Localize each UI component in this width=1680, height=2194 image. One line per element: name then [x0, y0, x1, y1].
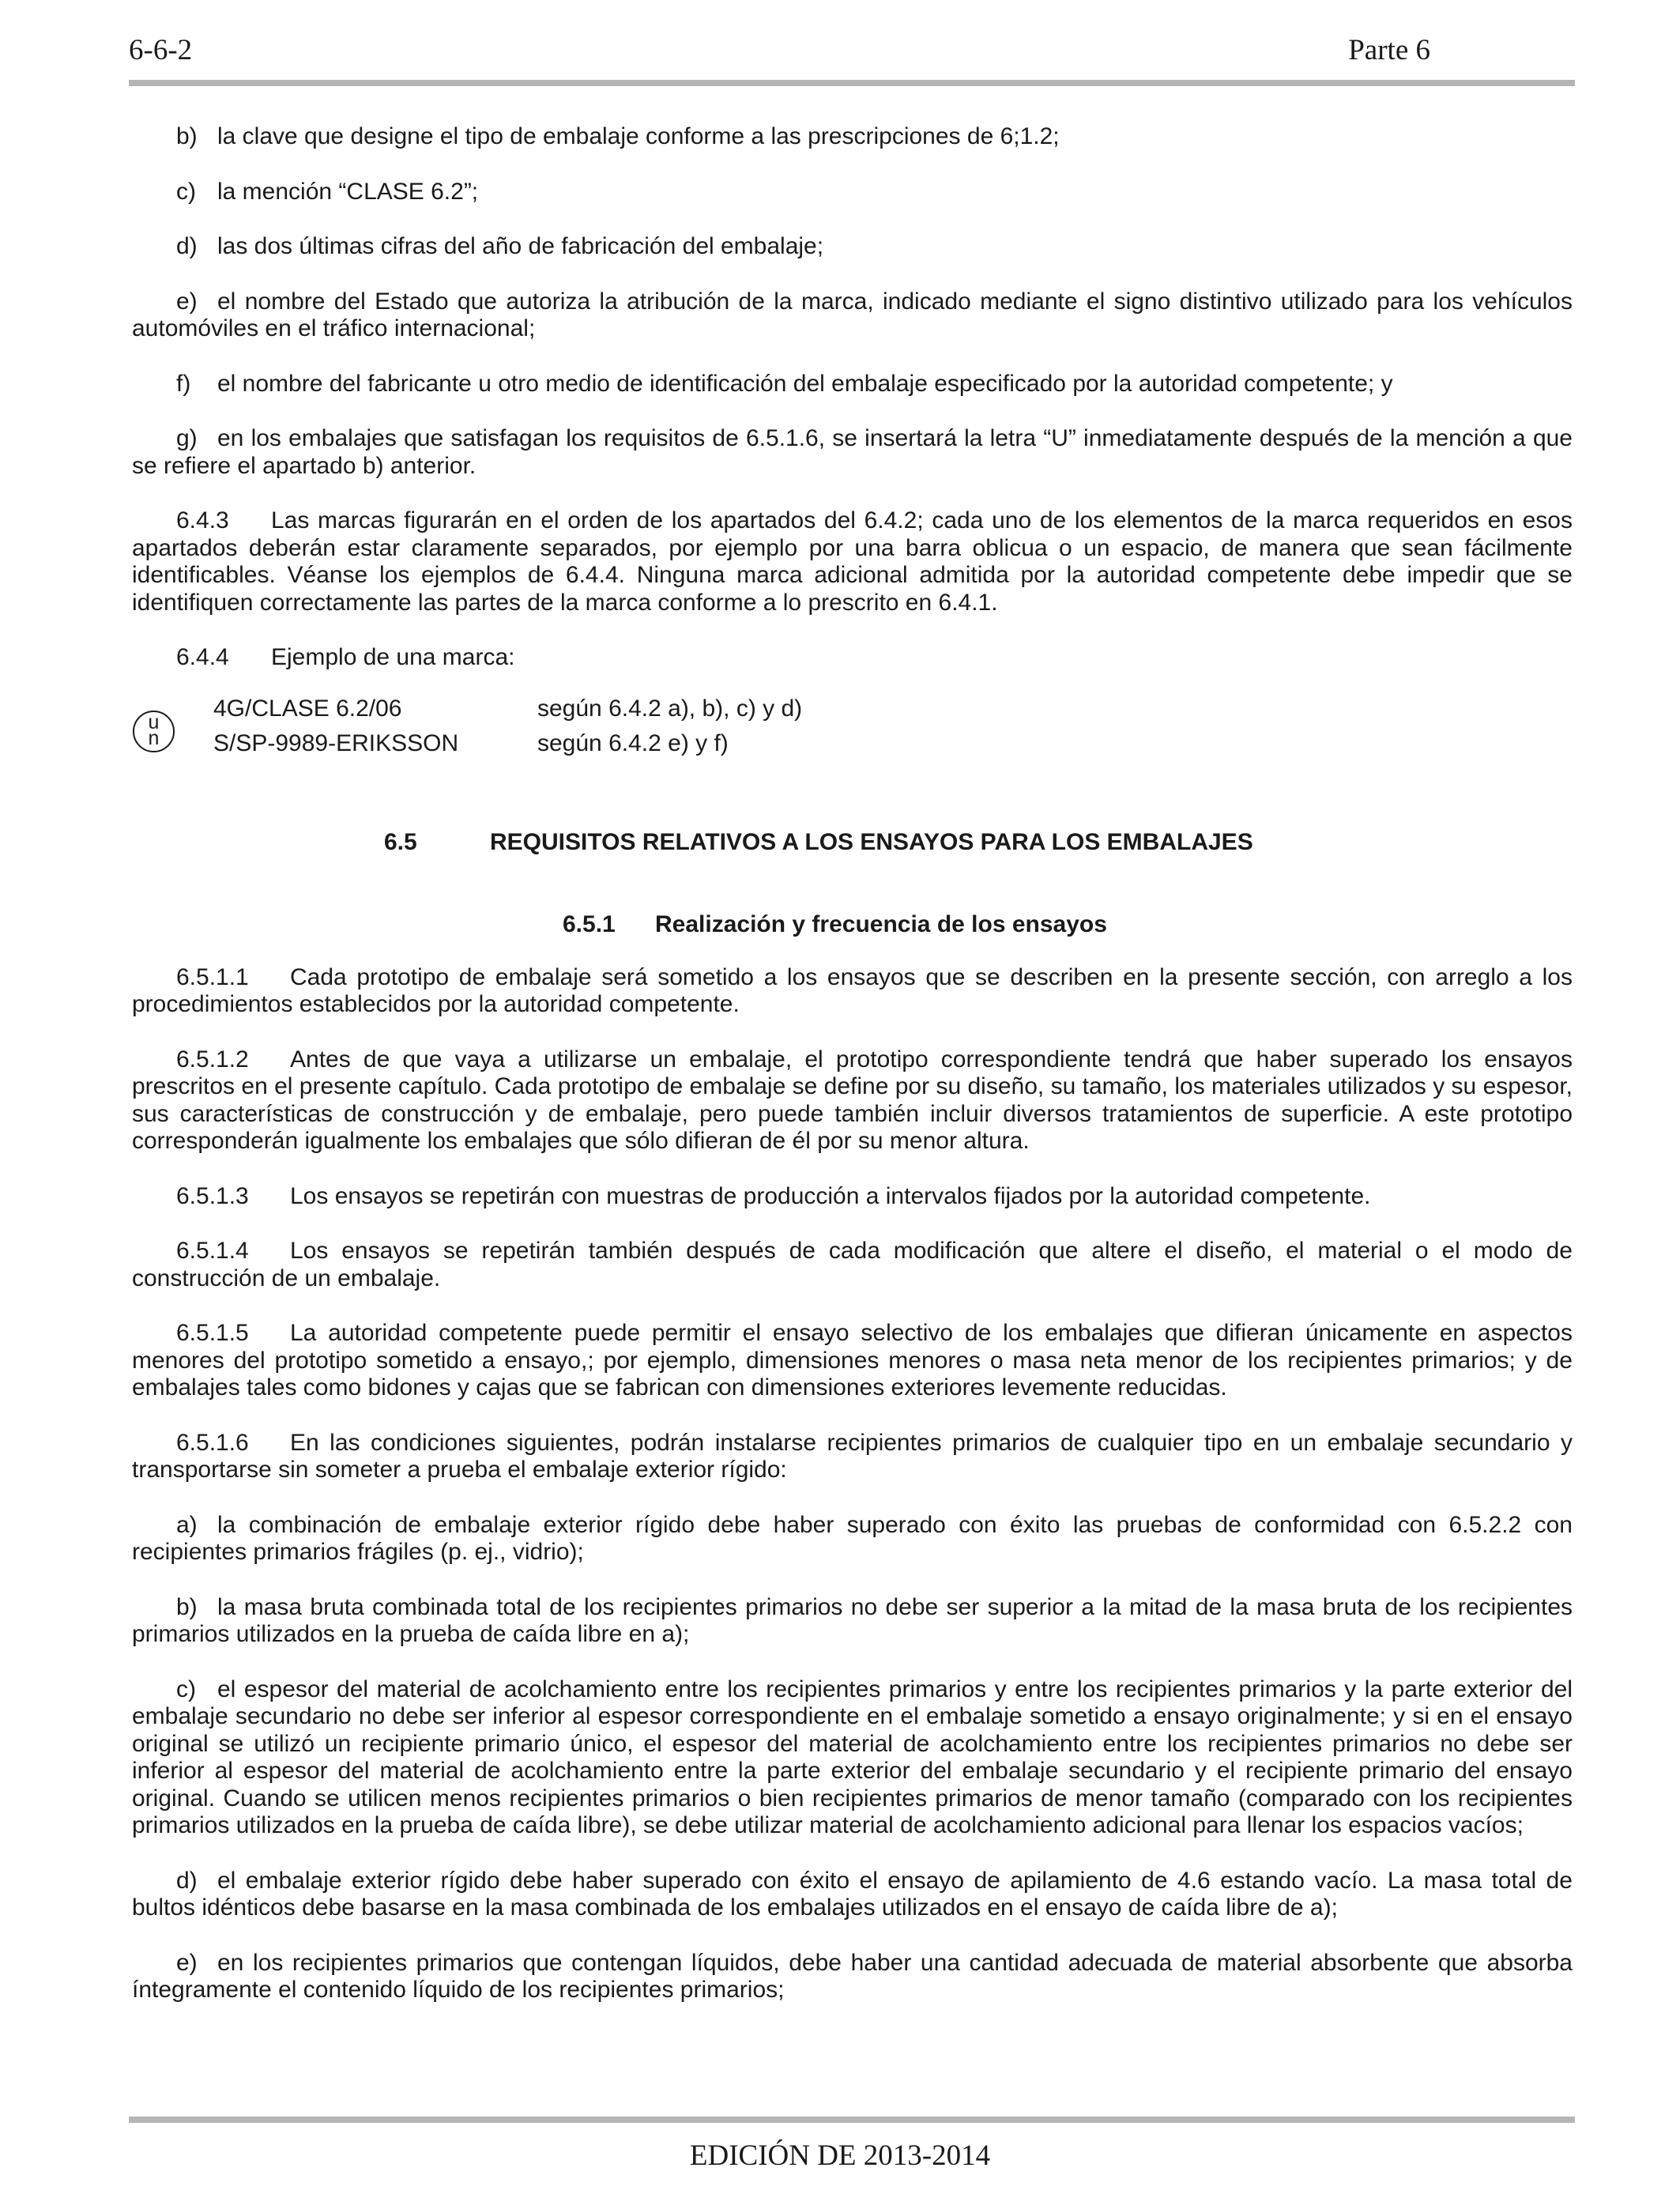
list-item-label: g)	[176, 425, 198, 451]
marking-reference-line-2: según 6.4.2 e) y f)	[537, 729, 729, 756]
list-item-text: la combinación de embalaje exterior rígido debe haber superado con éxito las pruebas de conformidad con 6.5.2.2 con recipientes primarios frágiles (p. ej., vidrio);	[132, 1511, 1573, 1565]
condition-item-b	[132, 1594, 1573, 1649]
paragraph-text: La autoridad competente puede permitir el ensayo selectivo de los embalajes que difieran únicamente en aspectos menores del prototipo sometido a ensayo,; por ejemplo, dimensiones menores o masa neta menor de los recipientes primarios; y de embalajes tales como bidones y cajas que se fabrican con dimensiones exteriores levemente reducidas.	[132, 1320, 1573, 1400]
list-item-label: d)	[176, 233, 198, 259]
paragraph-text: En las condiciones siguientes, podrán instalarse recipientes primarios de cualquier tipo en un embalaje secundario y transportarse sin someter a prueba el embalaje exterior rígido:	[132, 1429, 1573, 1483]
paragraph-text: Los ensayos se repetirán también después de cada modificación que altere el diseño, el material o el modo de construcción de un embalaje.	[132, 1238, 1573, 1291]
list-item-text: el embalaje exterior rígido debe haber superado con éxito el ensayo de apilamiento de 4.6 estando vacío. La masa total de bultos idénticos debe basarse en la masa combinada de los embalajes utilizados en el ensayo de caída libre de a);	[132, 1867, 1573, 1921]
list-item-f	[132, 371, 1573, 398]
paragraph-number: 6.5.1.6	[176, 1429, 249, 1456]
condition-item-c	[132, 1676, 1573, 1840]
page-number: 6-6-2	[129, 34, 193, 66]
paragraph-number: 6.4.3	[176, 507, 229, 533]
list-item-label: e)	[176, 288, 198, 315]
list-item-d	[132, 233, 1573, 261]
condition-item-e	[132, 1950, 1573, 2004]
un-packaging-symbol-icon: u n	[133, 711, 175, 752]
footer-rule	[129, 2117, 1575, 2123]
list-item-g	[132, 425, 1573, 480]
list-item-text: el espesor del material de acolchamiento entre los recipientes primarios y entre los recipientes primarios y la parte exterior del embalaje secundario no debe ser inferior al espesor correspondiente en el embalaje sometido a ensayo originalmente; y si en el ensayo original se utilizó un recipiente primario único, el espesor del material de acolchamiento entre los recipientes primarios no debe ser inferior al espesor del material de acolchamiento entre la parte exterior del embalaje secundario y el recipiente primario del ensayo original. Cuando se utilicen menos recipientes primarios o bien recipientes primarios de menor tamaño (comparado con los recipientes primarios utilizados en la prueba de caída libre), se debe utilizar material de acolchamiento adicional para llenar los espacios vacíos;	[132, 1676, 1573, 1838]
section-heading-6-5-1	[132, 911, 1573, 943]
paragraph-6-5-1-3	[132, 1183, 1573, 1211]
paragraph-text: Los ensayos se repetirán con muestras de producción a intervalos fijados por la autoridad competente.	[290, 1182, 1371, 1209]
paragraph-text: Ejemplo de una marca:	[271, 644, 515, 670]
section-title: REQUISITOS RELATIVOS A LOS ENSAYOS PARA LOS EMBALAJES	[490, 828, 1253, 855]
list-item-text: la mención “CLASE 6.2”;	[217, 178, 479, 205]
paragraph-number: 6.5.1.2	[176, 1046, 249, 1072]
paragraph-number: 6.5.1.3	[176, 1182, 249, 1209]
list-item-text: en los recipientes primarios que contengan líquidos, debe haber una cantidad adecuada de material absorbente que absorba íntegramente el contenido líquido de los recipientes primarios;	[132, 1949, 1573, 2003]
list-item-text: la clave que designe el tipo de embalaje conforme a las prescripciones de 6;1.2;	[217, 123, 1060, 149]
list-item-text: las dos últimas cifras del año de fabricación del embalaje;	[217, 233, 824, 259]
paragraph-6-5-1-5	[132, 1320, 1573, 1402]
marking-reference-line-1: según 6.4.2 a), b), c) y d)	[537, 695, 803, 722]
list-item-text: la masa bruta combinada total de los recipientes primarios no debe ser superior a la mitad de la masa bruta de los recipientes primarios utilizados en la prueba de caída libre en a);	[132, 1593, 1573, 1647]
list-item-label: c)	[176, 178, 196, 205]
list-item-label: b)	[176, 123, 198, 149]
paragraph-6-4-4	[132, 644, 1573, 672]
list-item-c	[132, 179, 1573, 206]
edition-footer: EDICIÓN DE 2013-2014	[689, 2139, 991, 2172]
paragraph-text: Las marcas figurarán en el orden de los apartados del 6.4.2; cada uno de los elementos de la marca requeridos en esos apartados deberán estar claramente separados, por ejemplo por una barra oblicua o un espacio, de manera que sean fácilmente identificables. Véanse los ejemplos de 6.4.4. Ninguna marca adicional admitida por la autoridad competente debe impedir que se identifiquen correctamente las partes de la marca conforme a lo prescrito en 6.4.1.	[132, 507, 1573, 616]
paragraph-text: Cada prototipo de embalaje será sometido a los ensayos que se describen en la presente sección, con arreglo a los procedimientos establecidos por la autoridad competente.	[132, 963, 1573, 1017]
marking-code-line-1: 4G/CLASE 6.2/06	[213, 695, 402, 722]
list-item-text: el nombre del fabricante u otro medio de identificación del embalaje especificado por la autoridad competente; y	[217, 370, 1393, 397]
list-item-text: en los embalajes que satisfagan los requisitos de 6.5.1.6, se insertará la letra “U” inmediatamente después de la mención a que se refiere el apartado b) anterior.	[132, 425, 1573, 479]
paragraph-number: 6.5.1.5	[176, 1320, 249, 1346]
list-item-label: d)	[176, 1867, 198, 1894]
condition-item-a	[132, 1512, 1573, 1566]
paragraph-6-5-1-2	[132, 1046, 1573, 1155]
subsection-title: Realización y frecuencia de los ensayos	[655, 910, 1107, 937]
section-heading-6-5	[132, 829, 1573, 861]
marking-code-line-2: S/SP-9989-ERIKSSON	[213, 729, 459, 756]
paragraph-6-5-1-6	[132, 1430, 1573, 1484]
list-item-b	[132, 123, 1573, 151]
marking-example	[132, 696, 1573, 770]
header-rule	[129, 80, 1575, 86]
list-item-label: c)	[176, 1676, 196, 1702]
list-item-label: b)	[176, 1593, 198, 1620]
section-number: 6.5	[384, 828, 417, 855]
page-body	[132, 123, 1573, 2032]
paragraph-number: 6.5.1.1	[176, 963, 249, 990]
condition-item-d	[132, 1868, 1573, 1922]
list-item-label: e)	[176, 1949, 198, 1976]
paragraph-6-5-1-1	[132, 964, 1573, 1019]
paragraph-text: Antes de que vaya a utilizarse un embalaje, el prototipo correspondiente tendrá que haber superado los ensayos prescritos en el presente capítulo. Cada prototipo de embalaje se define por su diseño, su tamaño, los materiales utilizados y su espesor, sus características de construcción y de embalaje, pero puede también incluir diversos tratamientos de superficie. A este prototipo corresponderán igualmente los embalajes que sólo difieran de él por su menor altura.	[132, 1046, 1573, 1154]
paragraph-6-4-3	[132, 507, 1573, 616]
part-label: Parte 6	[1348, 34, 1430, 66]
paragraph-6-5-1-4	[132, 1238, 1573, 1292]
list-item-label: f)	[176, 370, 191, 397]
list-item-text: el nombre del Estado que autoriza la atribución de la marca, indicado mediante el signo distintivo utilizado para los vehículos automóviles en el tráfico internacional;	[132, 288, 1573, 341]
paragraph-number: 6.5.1.4	[176, 1238, 249, 1264]
subsection-number: 6.5.1	[563, 910, 616, 937]
list-item-e	[132, 288, 1573, 343]
paragraph-number: 6.4.4	[176, 644, 229, 670]
list-item-label: a)	[176, 1511, 198, 1538]
